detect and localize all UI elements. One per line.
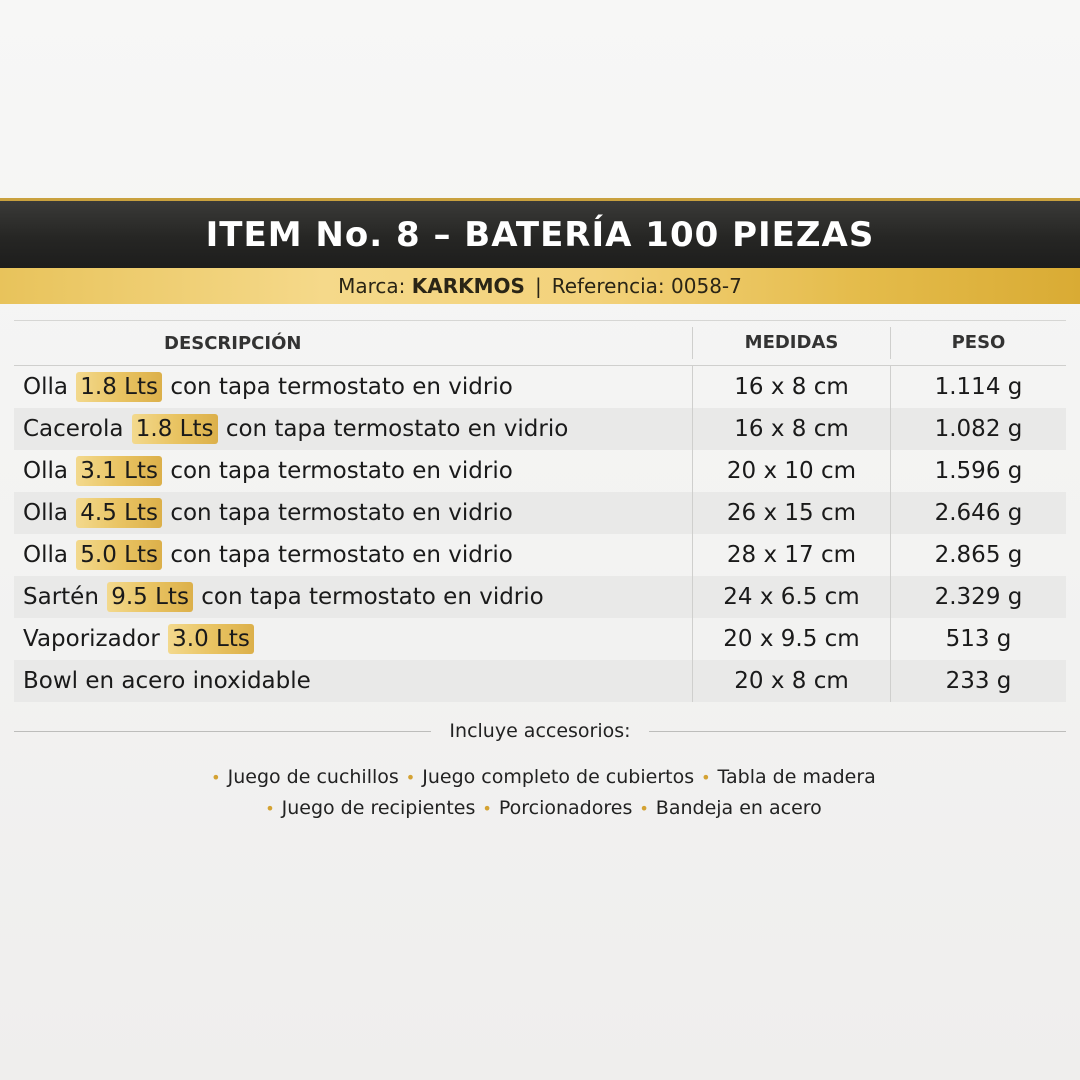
table-row [14, 408, 1066, 450]
item-name: Olla [23, 500, 68, 526]
table-row [14, 618, 1066, 660]
bullet-icon: • [405, 768, 416, 787]
table-row [14, 534, 1066, 576]
table-row [14, 576, 1066, 618]
reference-label: Referencia: [551, 274, 665, 298]
item-name: Olla [23, 374, 68, 400]
capacity-highlight: 4.5 Lts [76, 498, 162, 528]
cell-medidas: 28 x 17 cm [692, 534, 890, 576]
cell-descripcion [14, 624, 692, 654]
cell-medidas: 20 x 9.5 cm [692, 618, 890, 660]
brand-value: KARKMOS [411, 274, 525, 298]
divider-right [649, 731, 1066, 732]
accessory-item: Tabla de madera [717, 766, 876, 788]
brand-label: Marca: [338, 274, 406, 298]
capacity-highlight: 5.0 Lts [76, 540, 162, 570]
bullet-icon: • [701, 768, 711, 787]
accessory-item: Juego de recipientes [281, 797, 476, 819]
item-detail: con tapa termostato en vidrio [225, 416, 569, 442]
page-title: ITEM No. 8 – BATERÍA 100 PIEZAS [205, 214, 875, 255]
capacity-highlight: 3.0 Lts [168, 624, 254, 654]
brand-bar [0, 268, 1080, 304]
table-body [14, 366, 1066, 702]
bullet-icon: • [265, 799, 275, 818]
cell-medidas: 16 x 8 cm [692, 366, 890, 408]
cell-peso: 1.082 g [890, 408, 1066, 450]
col-header-peso: PESO [890, 327, 1066, 359]
item-name: Bowl en acero inoxidable [23, 668, 311, 694]
item-name: Sartén [23, 584, 99, 610]
accessories-line-1 [0, 766, 1080, 788]
product-table [14, 320, 1066, 702]
separator: | [534, 274, 542, 298]
cell-medidas: 16 x 8 cm [692, 408, 890, 450]
cell-medidas: 20 x 8 cm [692, 660, 890, 702]
cell-medidas: 26 x 15 cm [692, 492, 890, 534]
item-name: Olla [23, 542, 68, 568]
accessory-item: Porcionadores [498, 797, 633, 819]
cell-descripcion [14, 540, 692, 570]
accessories-title: Incluye accesorios: [449, 720, 631, 742]
item-detail: con tapa termostato en vidrio [170, 374, 513, 400]
cell-descripcion [14, 668, 692, 694]
cell-peso: 233 g [890, 660, 1066, 702]
cell-descripcion [14, 372, 692, 402]
cell-peso: 1.114 g [890, 366, 1066, 408]
cell-peso: 513 g [890, 618, 1066, 660]
cell-peso: 2.329 g [890, 576, 1066, 618]
capacity-highlight: 9.5 Lts [107, 582, 193, 612]
table-row [14, 660, 1066, 702]
cell-descripcion [14, 414, 692, 444]
table-row [14, 450, 1066, 492]
cell-peso: 2.865 g [890, 534, 1066, 576]
item-detail: con tapa termostato en vidrio [170, 542, 513, 568]
table-row [14, 492, 1066, 534]
col-header-descripcion: DESCRIPCIÓN [164, 332, 302, 354]
item-name: Cacerola [23, 416, 124, 442]
table-header [14, 320, 1066, 366]
cell-medidas: 20 x 10 cm [692, 450, 890, 492]
accessory-item: Bandeja en acero [655, 797, 822, 819]
capacity-highlight: 1.8 Lts [76, 372, 162, 402]
cell-descripcion [14, 582, 692, 612]
item-detail: con tapa termostato en vidrio [201, 584, 544, 610]
cell-peso: 2.646 g [890, 492, 1066, 534]
accessory-item: Juego de cuchillos [227, 766, 399, 788]
item-detail: con tapa termostato en vidrio [170, 458, 513, 484]
col-header-medidas: MEDIDAS [692, 327, 890, 359]
capacity-highlight: 3.1 Lts [76, 456, 162, 486]
bullet-icon: • [211, 768, 221, 787]
divider-left [14, 731, 431, 732]
item-name: Vaporizador [23, 626, 160, 652]
cell-medidas: 24 x 6.5 cm [692, 576, 890, 618]
bullet-icon: • [482, 799, 492, 818]
item-name: Olla [23, 458, 68, 484]
item-detail: con tapa termostato en vidrio [170, 500, 513, 526]
capacity-highlight: 1.8 Lts [132, 414, 218, 444]
table-row [14, 366, 1066, 408]
accessory-item: Juego completo de cubiertos [422, 766, 695, 788]
cell-descripcion [14, 456, 692, 486]
accessories-heading [14, 716, 1066, 746]
bullet-icon: • [639, 799, 649, 818]
accessories-line-2 [0, 797, 1080, 819]
reference-value: 0058-7 [671, 274, 742, 298]
cell-peso: 1.596 g [890, 450, 1066, 492]
title-bar [0, 198, 1080, 268]
cell-descripcion [14, 498, 692, 528]
